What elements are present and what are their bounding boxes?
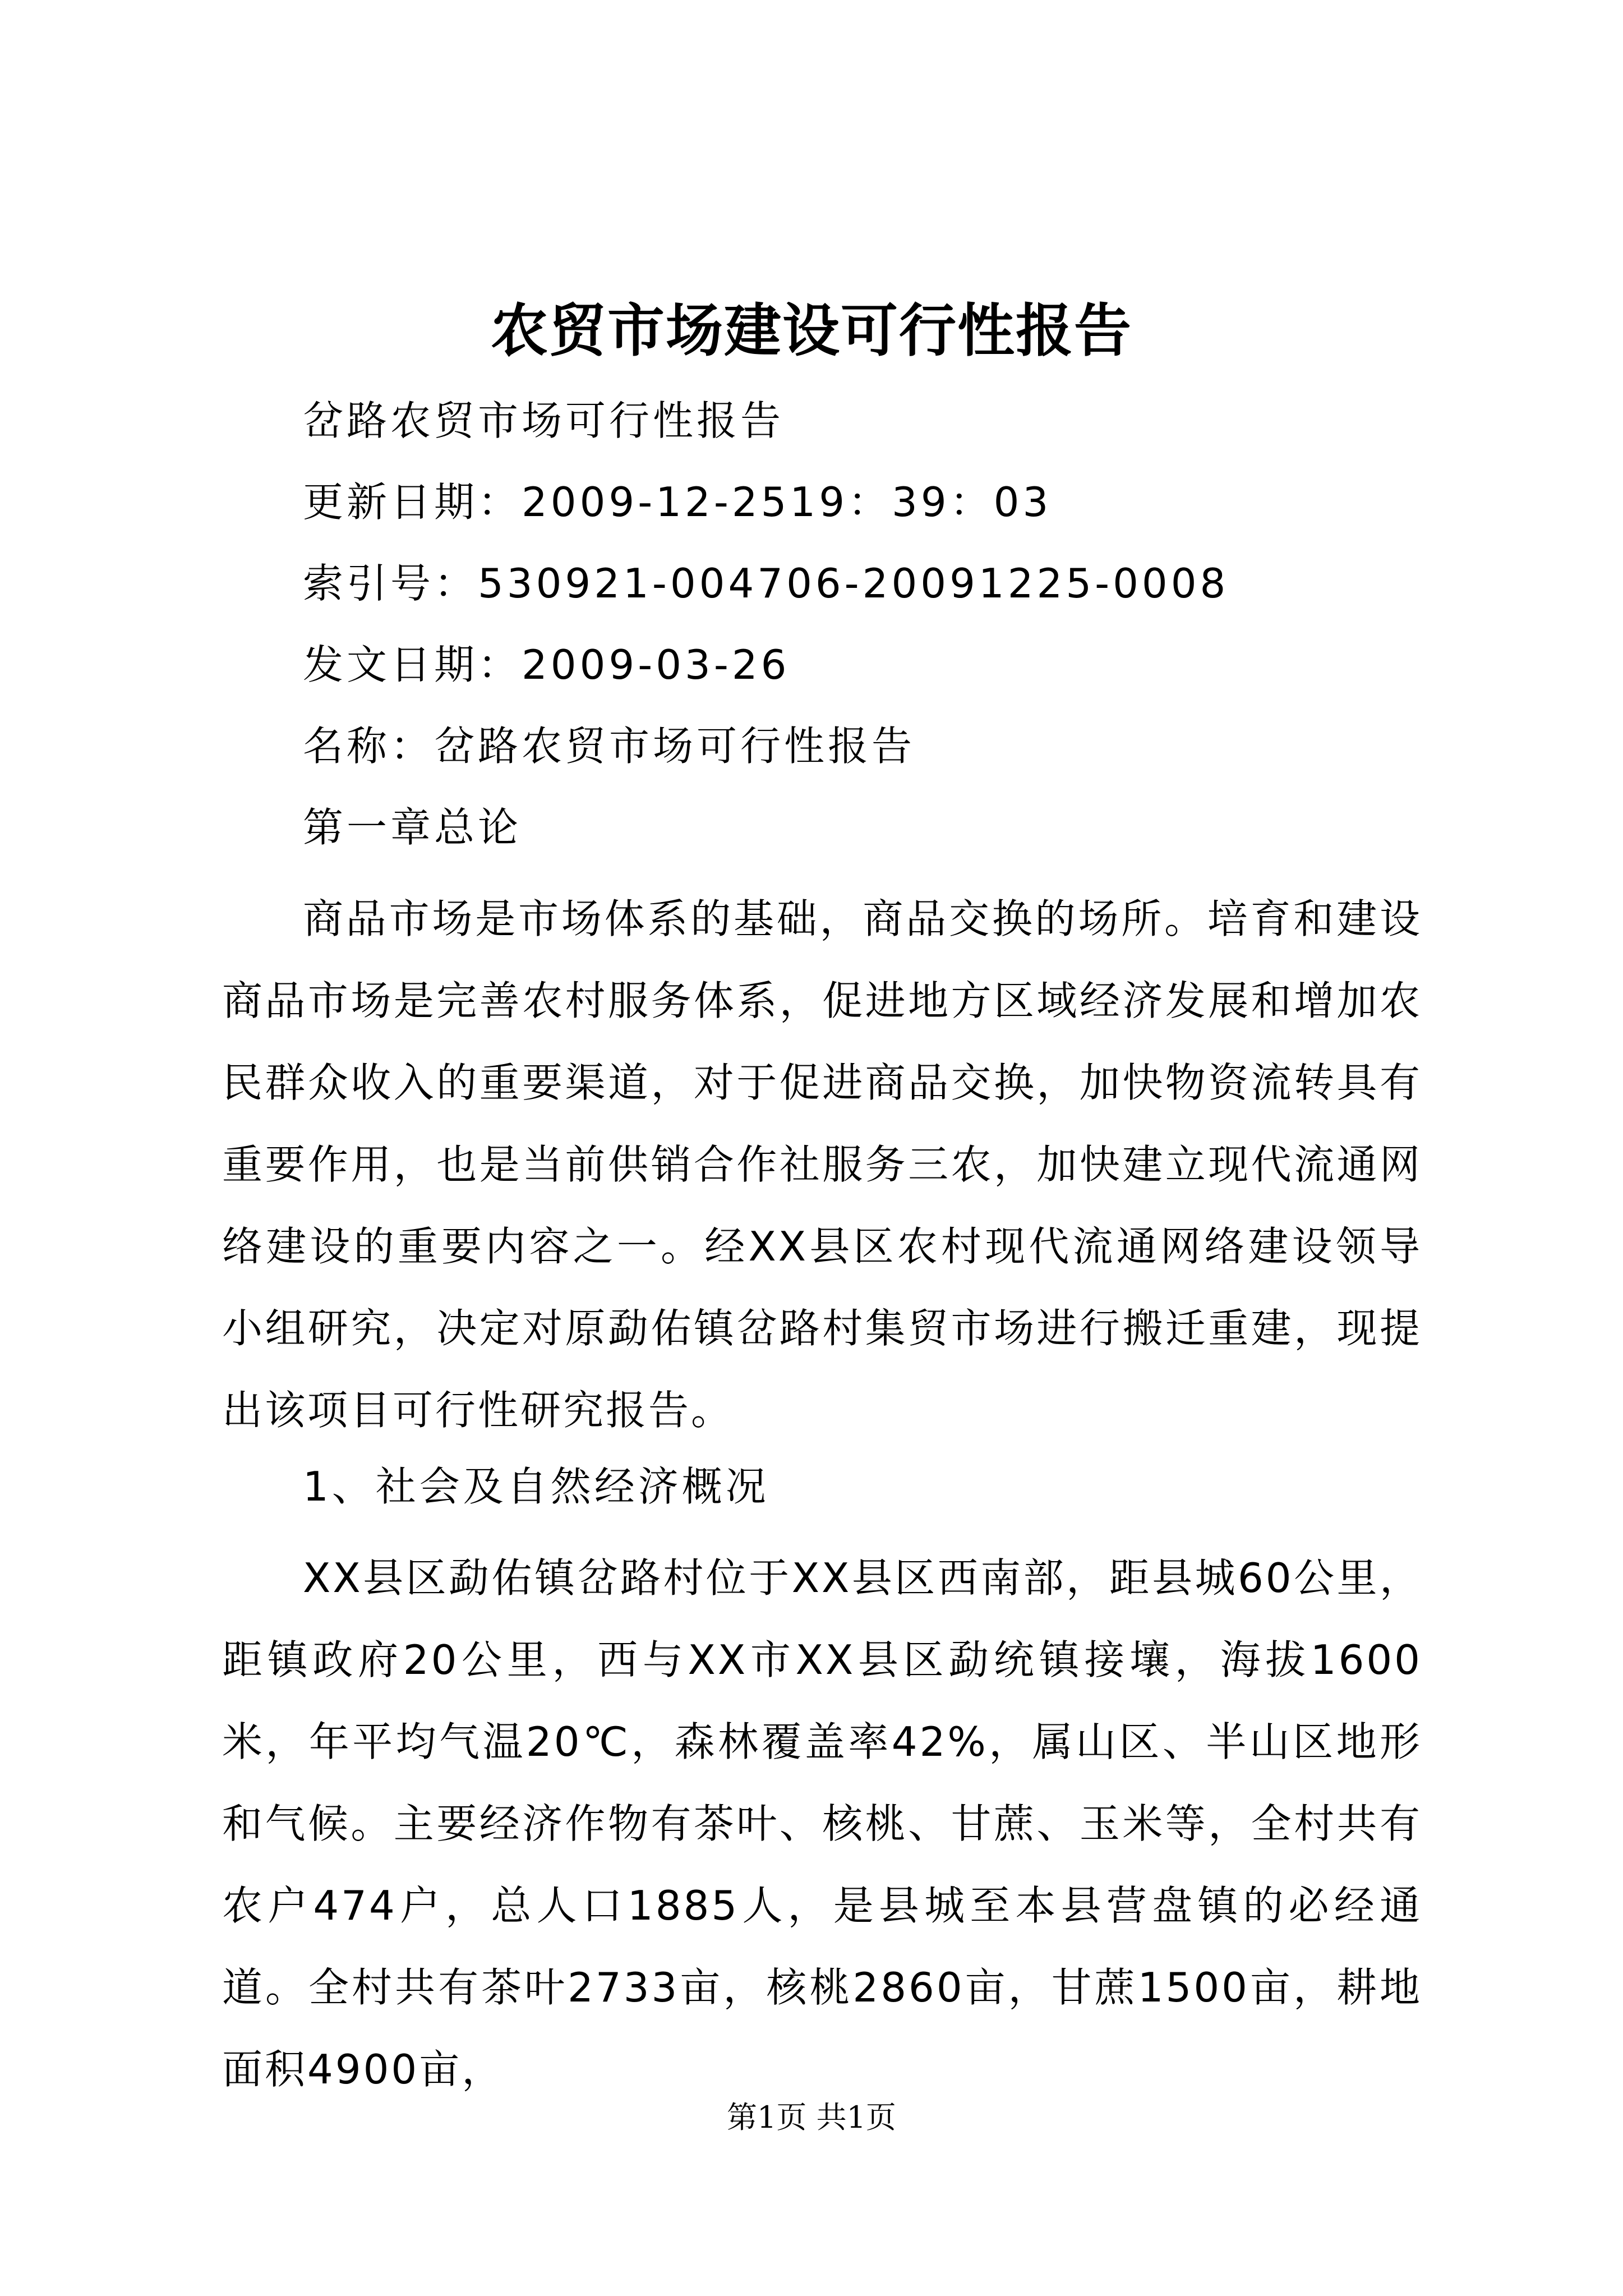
meta-line-subtitle: 岔路农贸市场可行性报告 [303, 397, 785, 444]
meta-line-name: 名称：岔路农贸市场可行性报告 [303, 723, 916, 770]
paragraph-intro: 商品市场是市场体系的基础，商品交换的场所。培育和建设商品市场是完善农村服务体系，促进地方区域经济发展和增加农民群众收入的重要渠道，对于促进商品交换，加快物资流转具有重要作用，也是当前供销合作社服务三农，加快建立现代流通网络建设的重要内容之一。经XX县区农村现代流通网络建设领导小组研究，决定对原勐佑镇岔路村集贸市场进行搬迁重建，现提出该项目可行性研究报告。 [222, 895, 1422, 1434]
paragraph-overview: XX县区勐佑镇岔路村位于XX县区西南部，距县城60公里，距镇政府20公里，西与XX市XX县区勐统镇接壤，海拔1600米，年平均气温20℃，森林覆盖率42%，属山区、半山区地形和气候。主要经济作物有茶叶、核桃、甘蔗、玉米等，全村共有农户474户，总人口1885人，是县城至本县营盘镇的必经通道。全村共有茶叶2733亩，核桃2860亩，甘蔗1500亩，耕地面积4900亩， [222, 1554, 1422, 2093]
page-footer: 第1页 共1页 [727, 2100, 896, 2135]
meta-line-index-number: 索引号：530921-004706-20091225-0008 [303, 560, 1229, 607]
document-title: 农贸市场建设可行性报告 [491, 297, 1132, 365]
chapter-heading: 第一章总论 [303, 804, 522, 851]
meta-line-issue-date: 发文日期：2009-03-26 [303, 641, 790, 688]
meta-line-update-date: 更新日期：2009-12-2519：39：03 [303, 478, 1052, 526]
section-heading: 1、社会及自然经济概况 [303, 1463, 769, 1510]
